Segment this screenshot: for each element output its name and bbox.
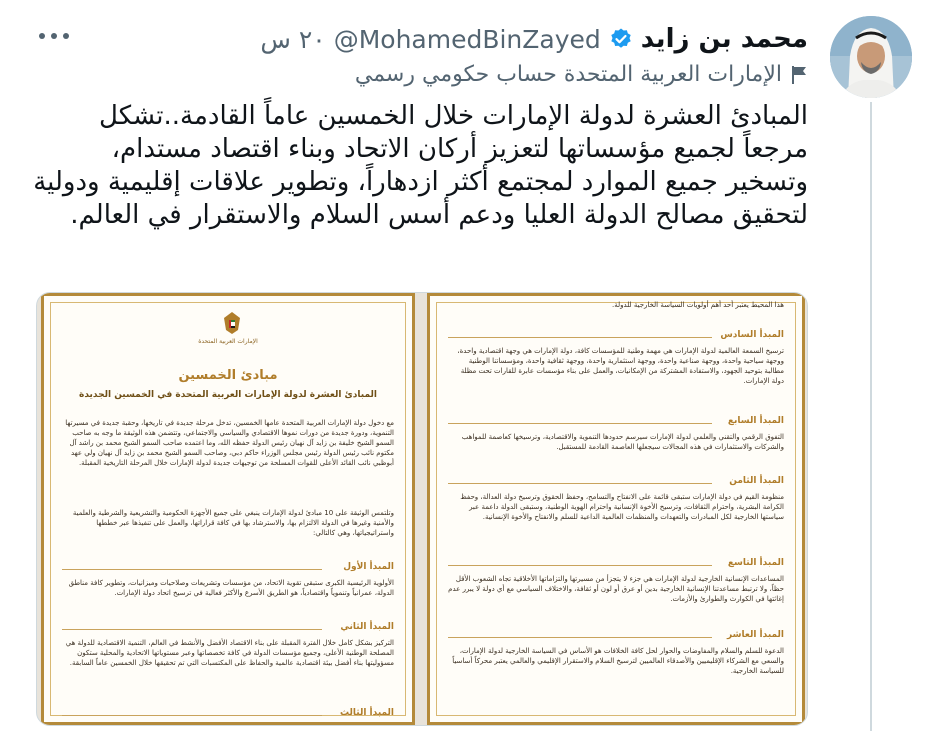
handle[interactable]: @MohamedBinZayed: [333, 24, 601, 54]
document-page-left: [41, 293, 415, 725]
tweet-media-image[interactable]: [36, 292, 808, 726]
principle-text: منظومة القيم في دولة الإمارات ستبقى قائمة على الانفتاح والتسامح، وحفظ الحقوق وترسيخ دولة العدالة، وحفظ الكرامة البشرية، واحترام الثقافات، وترسيخ الأخوة الإنسانية واحترام الهوية الوطنية، وستبقى الدولة داعمة عبر سياستها الخارجية لكل المبادرات والتعهدات والمنظمات العالمية الداعية للسلم والانفتاح والأخوة الإنسانية.: [460, 493, 784, 521]
avatar-image: [830, 16, 912, 98]
principle-text: الدعوة للسلم والسلام والمفاوضات والحوار لحل كافة الخلافات هو الأساس في السياسة الخارجية لدولة الإمارات، والسعي مع الشركاء الإقليميين والأصدقاء العالميين لترسيخ السلام والاستقرار الإقليمي والعالمي يعتبر محركاً أساسياً للسياسة الخارجية.: [452, 647, 784, 675]
principle-heading: المبدأ الأول: [343, 562, 394, 572]
principle-text: ترسيخ السمعة العالمية لدولة الإمارات هي مهمة وطنية للمؤسسات كافة، دولة الإمارات هي وجهة اقتصادية واحدة، ووجهة سياحية واحدة، ووجهة صناعية واحدة، ووجهة استثمارية واحدة، ووجهة ثقافية واحدة، ومؤسساتنا الوطنية مطالبة بتوحيد الجهود، والاستفادة المشتركة من الإمكانيات، والعمل على بناء مؤسسات عابرة للقارات تحت مظلة دولة الإمارات.: [457, 347, 784, 385]
divider: [448, 565, 712, 566]
divider: [62, 715, 322, 716]
principle-heading: المبدأ السابع: [727, 416, 784, 426]
more-dots-icon[interactable]: [36, 24, 72, 48]
government-label-text: الإمارات العربية المتحدة حساب حكومي رسمي: [354, 62, 782, 87]
divider: [448, 423, 712, 424]
government-account-label[interactable]: [355, 62, 808, 87]
divider: [62, 629, 322, 630]
principle-text: التفوق الرقمي والتقني والعلمي لدولة الإمارات سيرسم حدودها التنموية والاقتصادية، وترسيخها كعاصمة للمواهب والشركات والاستثمارات في هذه المجالات سيجعلها العاصمة القادمة للمستقبل.: [461, 433, 784, 451]
document-title: مبادئ الخمسين: [178, 368, 278, 383]
doc-intro-paragraph: مع دخول دولة الإمارات العربية المتحدة عامها الخمسين، تدخل مرحلة جديدة في تاريخها، وحقبة جديدة في مسيرتها التنموية، ودورة جديدة من دورات نموها الاقتصادي والسياسي والاجتماعي، وتتضمن هذه الوثيقة ما وجه به صاحب السمو الشيخ خليفة بن زايد آل نهيان رئيس الدولة حفظه الله، وما اعتمده صاحب السمو الشيخ محمد بن راشد آل مكتوم نائب رئيس الدولة رئيس مجلس الوزراء حاكم دبي، وصاحب السمو الشيخ محمد بن زايد آل نهيان ولي عهد أبوظبي نائب القائد الأعلى للقوات المسلحة من توجيهات جديدة لدولة الإمارات خلال المرحلة التاريخية المقبلة.: [65, 419, 394, 467]
avatar[interactable]: [830, 16, 912, 98]
principle-heading: المبدأ العاشر: [727, 630, 784, 640]
display-name[interactable]: محمد بن زايد: [640, 24, 808, 54]
document-page-right: [427, 293, 805, 725]
uae-emblem-icon: [220, 310, 244, 336]
principle-heading: المبدأ السادس: [720, 330, 784, 340]
principle-heading: المبدأ التاسع: [727, 558, 784, 568]
divider: [448, 637, 712, 638]
principle-text: الأولوية الرئيسية الكبرى ستبقى تقوية الاتحاد، من مؤسسات وتشريعات وصلاحيات وميزانيات، وتطوير كافة مناطق الدولة، عمرانياً وتنموياً واقتصادياً، هو الطريق الأسرع والأكثر فعالية في ترسيخ اتحاد دولة الإمارات.: [68, 579, 394, 597]
flag-icon: [790, 65, 808, 85]
principle-heading: المبدأ الثامن: [729, 476, 784, 486]
timestamp[interactable]: ٢٠ س: [260, 24, 326, 54]
document-subtitle: المبادئ العشرة لدولة الإمارات العربية المتحدة في الخمسين الجديدة: [79, 390, 377, 400]
thread-line: [870, 102, 872, 731]
emblem-caption: الإمارات العربية المتحدة: [198, 338, 258, 345]
verified-badge-icon: [609, 27, 633, 51]
principle-heading: المبدأ الثاني: [340, 622, 394, 632]
divider: [448, 337, 712, 338]
divider: [448, 483, 712, 484]
principle-heading: المبدأ الثالث: [339, 708, 394, 718]
principle-text: التركيز بشكل كامل خلال الفترة المقبلة على بناء الاقتصاد الأفضل والأنشط في العالم، التنمية الاقتصادية للدولة هي المصلحة الوطنية الأعلى، وجميع مؤسسات الدولة في كافة تخصصاتها وعبر مستوياتها الاتحادية والمحلية ستكون مسؤوليتها بناء أفضل بيئة اقتصادية عالمية والحفاظ على المكتسبات التي تم تحقيقها خلال الخمسين عاماً السابقة.: [65, 639, 394, 667]
tweet-header: [260, 22, 808, 56]
divider: [62, 569, 322, 570]
doc-intro-paragraph-2: وتلتمس الوثيقة على 10 مبادئ لدولة الإمارات ينبغي على جميع الأجهزة الحكومية والتشريعية والشرطية والعلمية والأمنية وغيرها في الدولة الالتزام بها، والاسترشاد بها في كافة قراراتها، والعمل على تنفيذها عبر خططها واستراتيجياتها، وهي كالتالي:: [72, 509, 394, 537]
doc-top-line: هذا المحيط يعتبر أحد أهم أولويات السياسة الخارجية للدولة.: [611, 301, 784, 309]
tweet-text: المبادئ العشرة لدولة الإمارات خلال الخمسين عاماً القادمة..تشكل مرجعاً لجميع مؤسساتها لتعزيز أركان الاتحاد وبناء اقتصاد مستدام، وتسخير جميع الموارد لمجتمع أكثر ازدهاراً، وتطوير علاقات إقليمية ودولية لتحقيق مصالح الدولة العليا ودعم أسس السلام والاستقرار في العالم.: [33, 101, 808, 230]
principle-text: المساعدات الإنسانية الخارجية لدولة الإمارات هي جزء لا يتجزأ من مسيرتها والتزاماتها الأخلاقية تجاه الشعوب الأقل حظاً، ولا ترتبط مساعدتنا الإنسانية الخارجية بدين أو عرق أو لون أو ثقافة، والاختلاف السياسي مع أي دولة لا يبرر عدم إغاثتها في الكوارث والطوارئ والأزمات.: [448, 575, 784, 603]
